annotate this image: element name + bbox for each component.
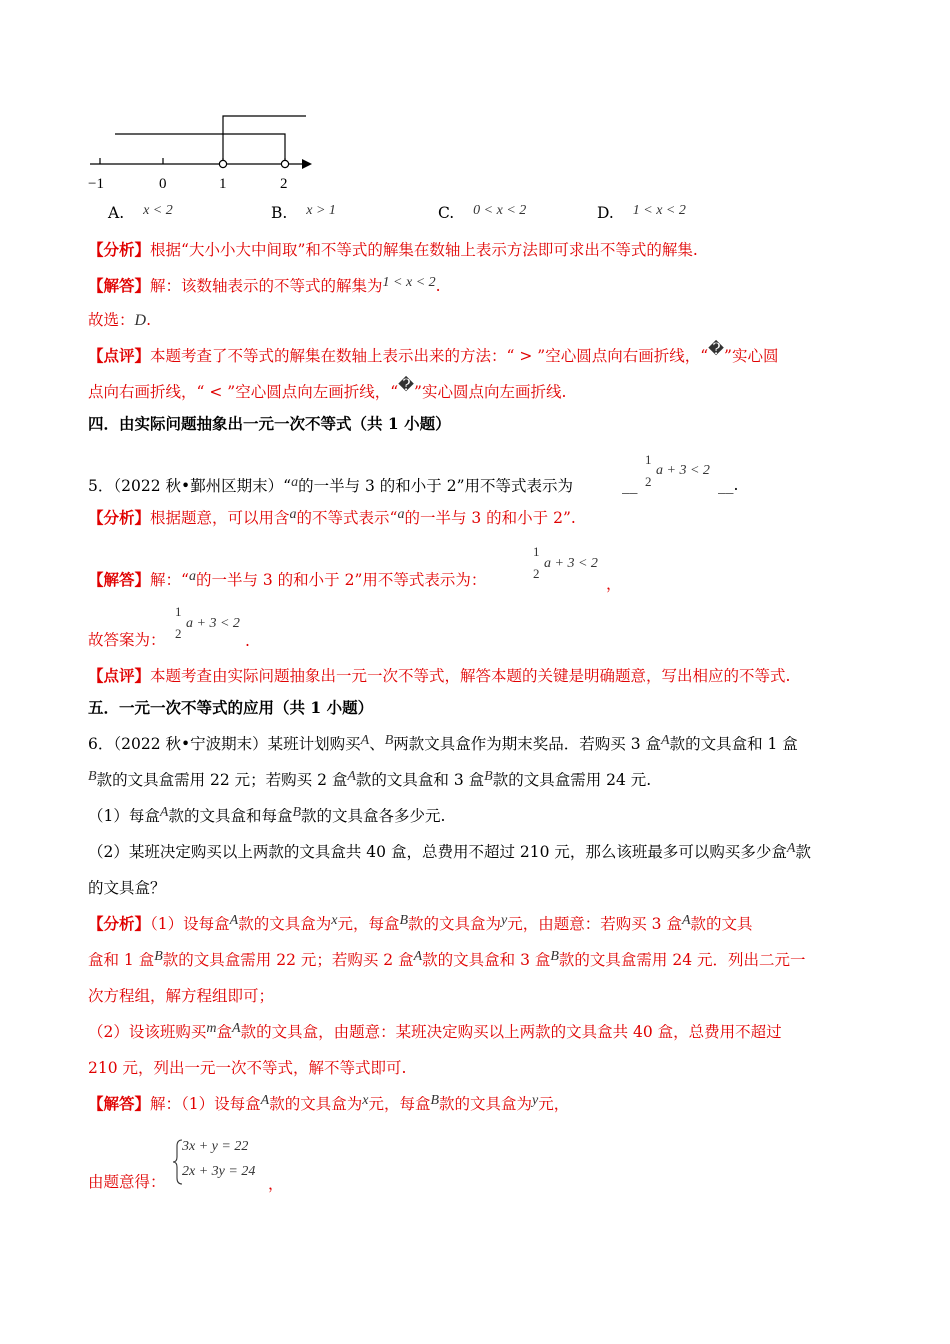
q6-answer-line1: 【解答】解：（1）设每盒A款的文具盒为x元，每盒B款的文具盒为y元， [88,1093,570,1113]
q5-answer-fraction-den: 2 [533,566,540,581]
q5-final-fraction-num: 1 [175,604,182,619]
q6-stem-line2: B款的文具盒需用 22 元；若购买 2 盒A款的文具盒和 3 盒B款的文具盒需用 24 元. [88,769,652,789]
q5-answer-fraction-rest: a + 3 < 2 [544,556,598,571]
system-eq2: 2x + 3y = 24 [182,1164,256,1179]
q6-analysis-line3: 次方程组，解方程组即可； [88,987,275,1005]
q5-stem-fraction-den: 2 [645,474,652,489]
section-4-title: 四．由实际问题抽象出一元一次不等式（共 1 小题） [88,414,451,433]
option-c: C. 0 < x < 2 [438,203,527,222]
option-d: D. 1 < x < 2 [597,203,686,222]
q5-stem-fraction-rest: a + 3 < 2 [656,463,710,478]
q5-answer: 【解答】解：“a的一半与 3 的和小于 2”用不等式表示为： [88,569,487,589]
q5-blank-right: __. [718,476,739,494]
q6-analysis-line1: 【分析】（1）设每盒A款的文具盒为x元，每盒B款的文具盒为y元，由题意：若购买 3 盒A款的文具 [88,913,753,933]
q5-final-end: . [245,632,250,650]
q5-final-fraction-den: 2 [175,626,182,641]
q6-part2-cont: 的文具盒？ [88,879,166,897]
q5-answer-fraction-num: 1 [533,544,540,559]
tick-label: 2 [280,176,288,192]
option-a: A. x < 2 [108,203,173,222]
q5-stem: 5．（2022 秋•鄞州区期末）“a的一半与 3 的和小于 2”用不等式表示为 [88,475,573,495]
ray-left-of-2 [115,134,285,160]
q4-answer: 【解答】解：该数轴表示的不等式的解集为1 < x < 2. [88,275,441,295]
q6-analysis-line5: 210 元，列出一元一次不等式，解不等式即可. [88,1059,407,1077]
q6-analysis-line4: （2）设该班购买m盒A款的文具盒，由题意：某班决定购买以上两款的文具盒共 40 盒，总费用不超过 [88,1021,782,1041]
q6-system-label: 由题意得： [88,1173,166,1191]
q6-part1: （1）每盒A款的文具盒和每盒B款的文具盒各多少元. [88,805,446,825]
tick-label: 0 [159,176,167,192]
q6-part2: （2）某班决定购买以上两款的文具盒共 40 盒，总费用不超过 210 元，那么该班最多可以购买多少盒A款 [88,841,811,861]
tick-label: 1 [219,176,227,192]
q4-analysis: 【分析】根据“大小小大中间取”和不等式的解集在数轴上表示方法即可求出不等式的解集. [88,240,698,259]
open-circle-1 [219,160,226,167]
q4-comment-line2: 点向右画折线，“ < ”空心圆点向左画折线，“�”实心圆点向左画折线. [88,376,567,401]
number-line-figure [80,108,420,198]
q6-system-end: ， [268,1175,284,1193]
q4-comment-line1: 【点评】本题考查了不等式的解集在数轴上表示出来的方法：“ > ”空心圆点向右画折线，“�”实心圆 [88,340,779,365]
q6-analysis-line2: 盒和 1 盒B款的文具盒需用 22 元；若购买 2 盒A款的文具盒和 3 盒B款的文具盒需用 24 元．列出二元一 [88,949,806,969]
q5-blank-left: __ [622,476,638,494]
q5-stem-fraction: 1 [645,452,652,467]
q5-comment: 【点评】本题考查由实际问题抽象出一元一次不等式，解答本题的关键是明确题意，写出相应的不等式. [88,666,791,685]
system-eq1: 3x + y = 22 [182,1139,249,1154]
q5-final: 故答案为： [88,631,166,649]
axis-arrow [302,159,312,169]
q4-choose: 故选：D. [88,311,152,329]
q5-answer-end: ， [606,575,622,593]
ray-right-of-1 [223,116,306,160]
open-circle-2 [281,160,288,167]
option-b: B. x > 1 [271,203,336,222]
section-5-title: 五．一元一次不等式的应用（共 1 小题） [88,698,374,717]
q5-final-fraction-rest: a + 3 < 2 [186,616,240,631]
q5-analysis: 【分析】根据题意，可以用含a的不等式表示“a的一半与 3 的和小于 2”. [88,507,576,527]
q6-stem-line1: 6．（2022 秋•宁波期末）某班计划购买A、B两款文具盒作为期末奖品．若购买 3 盒A款的文具盒和 1 盒 [88,733,798,753]
tick-label: −1 [88,176,104,192]
